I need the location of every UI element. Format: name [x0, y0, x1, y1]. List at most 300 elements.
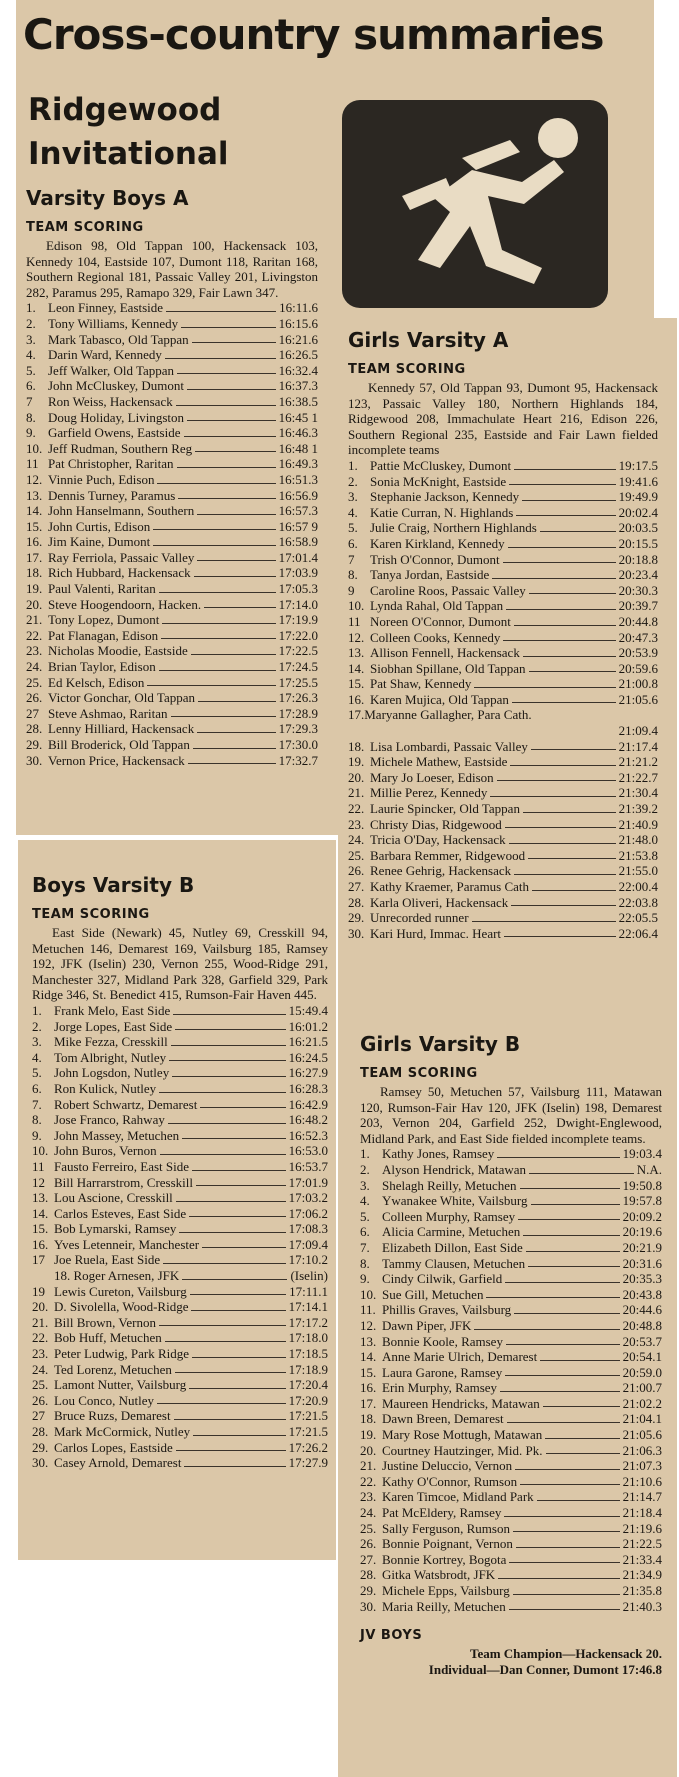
result-name: Lewis Cureton, Vailsburg — [54, 1283, 187, 1299]
leader-line — [497, 770, 616, 782]
result-row — [26, 550, 318, 566]
result-name: John Curtis, Edison — [48, 518, 151, 534]
result-place: 25. — [360, 1520, 377, 1536]
result-row — [348, 863, 658, 879]
leader-line — [189, 1206, 285, 1218]
leader-line — [177, 363, 276, 375]
leader-line — [492, 567, 615, 579]
result-time: 20:53.7 — [622, 1333, 662, 1349]
result-time: 20:43.8 — [622, 1286, 662, 1302]
result-row — [348, 785, 658, 801]
leader-line — [175, 1362, 286, 1374]
result-time: 16:21.6 — [278, 331, 318, 347]
result-place: 21. — [348, 785, 365, 801]
result-name: Bonnie Koole, Ramsey — [382, 1333, 503, 1349]
result-row — [26, 519, 318, 535]
result-row — [32, 1112, 328, 1128]
result-time: 17:05.3 — [278, 581, 318, 597]
result-place: 27 — [26, 705, 39, 721]
result-place: 14. — [32, 1205, 49, 1221]
leader-line — [194, 565, 276, 577]
section-title: Girls Varsity A — [348, 328, 509, 352]
result-name: Victor Gonchar, Old Tappan — [48, 690, 196, 706]
result-place: 5. — [26, 362, 36, 378]
result-place: 5. — [32, 1065, 42, 1081]
result-name: Fausto Ferreiro, East Side — [54, 1158, 190, 1174]
section-title: Girls Varsity B — [360, 1032, 521, 1056]
result-name: Karen Mujica, Old Tappan — [370, 691, 509, 707]
leader-line — [526, 1240, 620, 1252]
result-place: 27. — [348, 879, 365, 894]
result-place: 11. — [360, 1302, 376, 1318]
result-time: N.A. — [636, 1161, 662, 1177]
result-name: Michele Epps, Vailsburg — [382, 1583, 510, 1598]
result-name: Lou Ascione, Cresskill — [54, 1190, 173, 1206]
result-time: 17:06.2 — [288, 1205, 328, 1221]
result-place: 22. — [360, 1473, 377, 1489]
result-name: Dawn Breen, Demarest — [382, 1411, 504, 1427]
leader-line — [504, 926, 616, 938]
team-scoring-label: TEAM SCORING — [348, 362, 466, 377]
result-time: 17:26.2 — [288, 1439, 328, 1455]
result-time: 21:07.3 — [622, 1458, 662, 1474]
result-time: 19:49.9 — [618, 489, 658, 505]
result-name: Colleen Cooks, Kennedy — [370, 629, 501, 645]
meet-title — [28, 88, 229, 176]
result-time: 16:32.4 — [278, 362, 318, 378]
result-place: 29. — [26, 737, 43, 752]
result-place: 23. — [360, 1489, 377, 1505]
result-row — [360, 1209, 662, 1225]
result-row — [360, 1396, 662, 1412]
result-place: 2. — [348, 473, 358, 489]
page-headline: Cross-country summaries — [23, 10, 604, 59]
result-place: 1. — [26, 300, 36, 316]
result-name: Alicia Carmine, Metuchen — [382, 1224, 521, 1240]
leader-line — [510, 754, 615, 766]
result-time: 21:34.9 — [622, 1567, 662, 1583]
result-row — [26, 441, 318, 457]
result-name: Karen Kirkland, Kennedy — [370, 535, 505, 551]
result-name: Maria Reilly, Metuchen — [382, 1598, 506, 1614]
leader-line — [522, 489, 616, 501]
result-row — [348, 489, 658, 505]
result-name: Darin Ward, Kennedy — [48, 347, 162, 363]
result-name: Ron Weiss, Hackensack — [48, 393, 173, 409]
result-time: (Iselin) — [290, 1268, 328, 1284]
results-list — [32, 1003, 328, 1471]
result-name: Nicholas Moodie, Eastside — [48, 643, 188, 659]
leader-line — [505, 817, 616, 829]
result-place: 27. — [360, 1551, 377, 1567]
runner-pictogram-icon — [342, 100, 608, 308]
result-row — [26, 378, 318, 394]
result-place: 22. — [32, 1330, 49, 1346]
result-time: 20:18.8 — [618, 551, 658, 567]
leader-line — [505, 1271, 619, 1283]
leader-line — [175, 1019, 285, 1031]
result-time: 16:52.3 — [288, 1127, 328, 1143]
result-time: 22:03.8 — [618, 894, 658, 910]
result-row — [26, 690, 318, 706]
result-name: Bruce Ruzs, Demarest — [54, 1408, 171, 1424]
result-row — [32, 1424, 328, 1440]
jv-team-champion: Team Champion—Hackensack 20. — [469, 1646, 662, 1662]
result-name: Tony Lopez, Dumont — [48, 612, 160, 628]
result-name: Laura Garone, Ramsey — [382, 1364, 503, 1380]
result-place: 6. — [26, 378, 36, 394]
result-time: 20:47.3 — [618, 629, 658, 645]
result-place: 21. — [32, 1314, 49, 1330]
leader-line — [165, 1330, 286, 1342]
result-row — [348, 707, 658, 738]
leader-line — [543, 1396, 620, 1408]
result-row — [32, 1175, 328, 1191]
result-row — [32, 1284, 328, 1300]
result-name: Mike Fezza, Cresskill — [54, 1034, 168, 1050]
result-row — [32, 1377, 328, 1393]
result-row — [26, 565, 318, 581]
result-row — [348, 879, 658, 895]
result-place: 29. — [348, 910, 365, 926]
leader-line — [513, 1521, 620, 1533]
result-row — [26, 737, 318, 753]
result-name: Lamont Nutter, Vailsburg — [54, 1377, 187, 1393]
result-place: 8. — [26, 409, 36, 425]
leader-line — [505, 1365, 619, 1377]
result-name: Ray Ferriola, Passaic Valley — [48, 549, 195, 565]
result-row — [348, 832, 658, 848]
result-place: 12 — [32, 1174, 45, 1190]
result-name: John McCluskey, Dumont — [48, 378, 185, 394]
leader-line — [190, 1284, 286, 1296]
result-time: 21:40.3 — [622, 1598, 662, 1614]
result-place: 6. — [348, 535, 358, 551]
result-place: 30. — [32, 1455, 49, 1471]
result-row — [32, 1128, 328, 1144]
result-time: 16:45 1 — [278, 409, 318, 425]
result-place: 29. — [360, 1583, 377, 1598]
leader-line — [159, 1315, 286, 1327]
leader-line — [197, 550, 275, 562]
result-time: 16:37.3 — [278, 378, 318, 394]
result-row — [32, 1003, 328, 1019]
leader-line — [181, 316, 276, 328]
result-place: 22. — [348, 801, 365, 817]
result-place: 9 — [348, 582, 355, 598]
result-time: 21:00.7 — [622, 1380, 662, 1396]
result-row — [348, 817, 658, 833]
result-place: 13. — [360, 1333, 377, 1349]
leader-line — [546, 1443, 620, 1455]
result-row — [26, 332, 318, 348]
result-time: 21:33.4 — [622, 1551, 662, 1567]
result-name: Kathy Jones, Ramsey — [382, 1146, 495, 1162]
leader-line — [191, 643, 276, 655]
leader-line — [507, 1411, 620, 1423]
result-row — [26, 675, 318, 691]
result-place: 17. — [348, 707, 365, 723]
leader-line — [514, 1302, 619, 1314]
result-name: Brian Taylor, Edison — [48, 659, 156, 675]
result-row — [348, 661, 658, 677]
result-row — [348, 770, 658, 786]
leader-line — [545, 1427, 619, 1439]
result-place: 11 — [26, 456, 39, 472]
result-place: 26. — [360, 1536, 377, 1552]
leader-line — [147, 675, 275, 687]
result-time: 16:48.2 — [288, 1112, 328, 1128]
result-row — [348, 739, 658, 755]
result-row — [26, 753, 318, 769]
result-place: 18. — [26, 565, 43, 581]
team-scoring-label: TEAM SCORING — [26, 220, 144, 235]
result-time: 21:02.2 — [622, 1395, 662, 1411]
result-place: 5. — [348, 520, 358, 536]
result-row — [32, 1440, 328, 1456]
result-name: Ron Kulick, Nutley — [54, 1080, 157, 1096]
result-place: 3. — [26, 331, 36, 347]
result-place: 14. — [348, 660, 365, 676]
leader-line — [509, 1599, 620, 1611]
result-place: 13. — [26, 487, 43, 503]
leader-line — [166, 300, 276, 312]
result-place: 11 — [348, 613, 361, 629]
result-name: Rich Hubbard, Hackensack — [48, 565, 191, 581]
result-time: 17:03.9 — [278, 565, 318, 581]
result-place: 17 — [32, 1252, 45, 1268]
result-name: Lenny Hilliard, Hackensack — [48, 721, 195, 737]
result-place: 8. — [360, 1255, 370, 1271]
leader-line — [528, 848, 616, 860]
result-row — [348, 692, 658, 708]
leader-line — [528, 1256, 619, 1268]
result-time: 16:27.9 — [288, 1065, 328, 1081]
result-name: Anne Marie Ulrich, Demarest — [382, 1349, 538, 1365]
leader-line — [532, 879, 616, 891]
result-name: Alyson Hendrick, Matawan — [382, 1161, 527, 1177]
result-name: Tammy Clausen, Metuchen — [382, 1255, 526, 1271]
result-name: Doug Holiday, Livingston — [48, 409, 185, 425]
result-name: Jim Kaine, Dumont — [48, 534, 151, 550]
result-place: 3. — [360, 1177, 370, 1193]
result-time: 16:51.3 — [278, 471, 318, 487]
result-name: Tanya Jordan, Eastside — [370, 567, 490, 583]
result-place: 19. — [360, 1427, 377, 1443]
result-place: 1. — [348, 457, 358, 473]
result-time: 21:40.9 — [618, 816, 658, 832]
result-time: 20:03.5 — [618, 520, 658, 536]
leader-line — [162, 612, 275, 624]
result-name: Mark McCormick, Nutley — [54, 1424, 191, 1439]
leader-line — [500, 1380, 620, 1392]
result-place: 13. — [32, 1190, 49, 1206]
result-place: 2. — [32, 1018, 42, 1034]
result-time: 17:26.3 — [278, 690, 318, 706]
result-time: 20:59.0 — [622, 1364, 662, 1380]
result-place: 8. — [348, 567, 358, 583]
result-row — [348, 567, 658, 583]
leader-line — [503, 630, 615, 642]
result-name: Kathy Kraemer, Paramus Cath — [370, 879, 530, 894]
result-time: 16:57 9 — [278, 518, 318, 534]
result-row — [26, 488, 318, 504]
result-time: 16:46.3 — [278, 425, 318, 441]
result-row — [26, 706, 318, 722]
result-time: 16:26.5 — [278, 347, 318, 363]
result-name: Bob Lymarski, Ramsey — [54, 1221, 177, 1237]
result-place: 2. — [26, 315, 36, 331]
leader-line — [515, 1458, 620, 1470]
result-time: 17:22.0 — [278, 627, 318, 643]
result-place: 9. — [26, 425, 36, 441]
result-row — [32, 1252, 328, 1268]
result-name: Bonnie Kortrey, Bogota — [382, 1551, 507, 1567]
result-name: Allison Fennell, Hackensack — [370, 645, 520, 661]
result-name: Erin Murphy, Ramsey — [382, 1380, 498, 1396]
result-name: Joe Ruela, East Side — [54, 1252, 161, 1268]
result-place: 23. — [348, 816, 365, 832]
result-place: 15. — [348, 676, 365, 692]
section-girls-varsity-a — [348, 328, 658, 941]
result-name: Cindy Cilwik, Garfield — [382, 1271, 503, 1287]
result-place: 16. — [360, 1380, 377, 1396]
section-girls-varsity-b — [360, 1032, 662, 1678]
result-time: 21:19.6 — [622, 1520, 662, 1536]
result-time: 16:21.5 — [288, 1034, 328, 1050]
leader-line — [157, 472, 275, 484]
leader-line — [531, 739, 616, 751]
result-row — [360, 1365, 662, 1381]
result-name: Mark Tabasco, Old Tappan — [48, 331, 189, 347]
result-place: 1. — [32, 1002, 42, 1018]
result-time: 17:18.5 — [288, 1346, 328, 1362]
team-scoring-text: East Side (Newark) 45, Nutley 69, Cresskill 94, Metuchen 146, Demarest 169, Vailsburg 185, Ramsey 192, JFK (Iselin) 230, Vernon 255, Wood-Ridge 291, Manchester 327, Midland Park 328, Garfield 329, Park Ridge 346, St. Benedict 415, Rumson-Fair Haven 445. — [32, 925, 328, 1003]
result-name: Kari Hurd, Immac. Heart — [370, 925, 502, 941]
result-time: 22:06.4 — [618, 925, 658, 941]
leader-line — [193, 737, 276, 749]
result-place: 6. — [32, 1080, 42, 1096]
result-time: 17:03.2 — [288, 1190, 328, 1206]
leader-line — [520, 1178, 620, 1190]
result-row — [32, 1050, 328, 1066]
result-name: Noreen O'Connor, Dumont — [370, 613, 511, 629]
leader-line — [202, 1237, 286, 1249]
result-name: Dennis Turney, Paramus — [48, 487, 176, 503]
result-time: 15:49.4 — [288, 1002, 328, 1018]
result-time: 21:10.6 — [622, 1473, 662, 1489]
result-time: 21:09.4 — [618, 723, 658, 739]
result-name: Carlos Lopes, Eastside — [54, 1439, 173, 1455]
result-row — [348, 895, 658, 911]
result-name: Tricia O'Day, Hackensack — [370, 832, 506, 848]
result-name: Paul Valenti, Raritan — [48, 581, 156, 597]
result-name: Renee Gehrig, Hackensack — [370, 863, 512, 879]
result-name: 18. Roger Arnesen, JFK — [54, 1268, 180, 1284]
result-place: 24. — [26, 659, 43, 675]
result-row — [348, 801, 658, 817]
result-row — [360, 1489, 662, 1505]
leader-line — [520, 1474, 620, 1486]
leader-line — [503, 552, 616, 564]
result-place: 20. — [26, 596, 43, 612]
result-place: 7 — [26, 393, 33, 409]
result-time: 17:19.9 — [278, 612, 318, 628]
leader-line — [509, 474, 615, 486]
result-row — [26, 612, 318, 628]
result-place: 15. — [360, 1364, 377, 1380]
result-name: Maureen Hendricks, Matawan — [382, 1395, 540, 1411]
result-place: 9. — [32, 1127, 42, 1143]
jv-individual: Individual—Dan Conner, Dumont 17:46.8 — [428, 1662, 662, 1678]
result-name: Ywanakee White, Vailsburg — [382, 1193, 528, 1209]
result-name: Gitka Watsbrodt, JFK — [382, 1567, 496, 1583]
result-name: Steve Hoogendoorn, Hacken. — [48, 596, 202, 612]
result-time: 21:04.1 — [622, 1411, 662, 1427]
leader-line — [529, 583, 616, 595]
result-name: John Buros, Vernon — [54, 1143, 157, 1159]
result-time: 21:21.2 — [618, 754, 658, 770]
result-name: Jeff Walker, Old Tappan — [48, 362, 175, 378]
leader-line — [511, 895, 615, 907]
leader-line — [529, 661, 616, 673]
result-place — [32, 1268, 54, 1284]
leader-line — [196, 1175, 286, 1187]
result-place: 14. — [26, 503, 43, 519]
result-name: Carlos Esteves, East Side — [54, 1205, 187, 1221]
leader-line — [171, 1034, 286, 1046]
result-time: 21:55.0 — [618, 863, 658, 879]
result-time: 17:29.3 — [278, 721, 318, 737]
leader-line — [161, 628, 275, 640]
leader-line — [497, 1146, 619, 1158]
results-list — [26, 300, 318, 768]
leader-line — [192, 332, 276, 344]
result-name: Bill Brown, Vernon — [54, 1314, 156, 1330]
result-row — [360, 1349, 662, 1365]
result-name: Lou Conco, Nutley — [54, 1392, 155, 1408]
result-name: Lisa Lombardi, Passaic Valley — [370, 738, 528, 754]
result-name: Pattie McCluskey, Dumont — [370, 457, 512, 473]
result-row — [360, 1458, 662, 1474]
leader-line — [197, 503, 275, 515]
result-row — [360, 1271, 662, 1287]
leader-line — [513, 1583, 620, 1595]
result-row — [348, 910, 658, 926]
result-row — [32, 1237, 328, 1253]
result-row — [26, 503, 318, 519]
result-time: 17:11.1 — [289, 1283, 328, 1299]
result-row — [360, 1146, 662, 1162]
leader-line — [178, 488, 275, 500]
result-time: 20:48.8 — [622, 1317, 662, 1333]
result-row — [348, 520, 658, 536]
leader-line — [540, 520, 616, 532]
result-row — [360, 1193, 662, 1209]
result-time: 20:54.1 — [622, 1349, 662, 1365]
leader-line — [197, 721, 275, 733]
result-name: John Massey, Metuchen — [54, 1127, 180, 1143]
result-name: John Logsdon, Nutley — [54, 1065, 170, 1081]
team-scoring-text: Ramsey 50, Metuchen 57, Vailsburg 111, Matawan 120, Rumson-Fair Hav 120, JFK (Iselin) 198, Demarest 203, Vernon 204, Garfield 252, Dwight-Englewood, Midland Park, and East Side fielded incomplete teams. — [360, 1084, 662, 1146]
result-name: Steve Ashmao, Raritan — [48, 705, 168, 721]
result-time: 20:23.4 — [618, 567, 658, 583]
result-place: 8. — [32, 1112, 42, 1128]
result-name: Bob Huff, Metuchen — [54, 1330, 162, 1346]
result-time: 16:01.2 — [288, 1018, 328, 1034]
result-place: 2. — [360, 1161, 370, 1177]
result-name: Siobhan Spillane, Old Tappan — [370, 660, 526, 676]
